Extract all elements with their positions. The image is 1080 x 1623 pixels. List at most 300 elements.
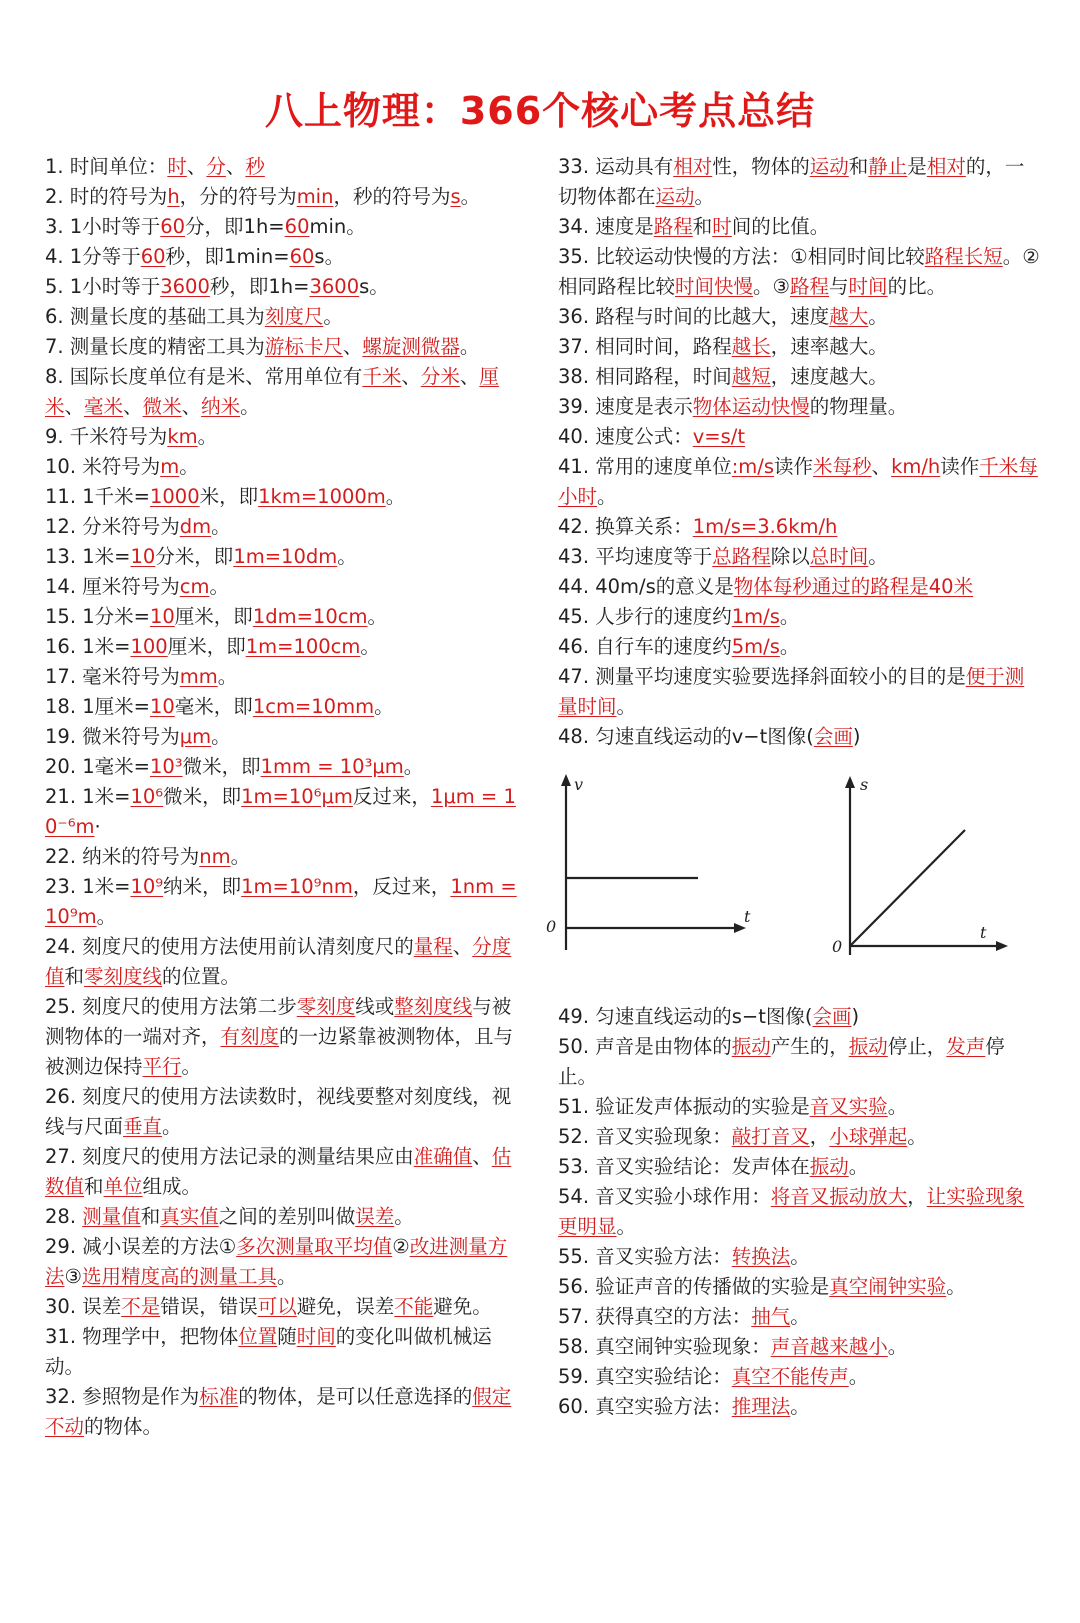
answer-text: 10	[130, 545, 156, 568]
st-graph	[810, 770, 1020, 970]
answer-text: 毫米	[84, 395, 124, 418]
point-text: 、	[401, 365, 421, 388]
answer-text: 振动	[809, 1155, 849, 1178]
point-text: s。	[314, 245, 345, 268]
knowledge-point	[45, 152, 525, 182]
point-text: 。	[367, 605, 387, 628]
right-items-before-graph	[558, 152, 1040, 752]
knowledge-point	[45, 482, 525, 512]
point-text: 纳米，即	[163, 875, 242, 898]
point-text: 。	[694, 185, 715, 208]
point-text: 50. 声音是由物体的	[558, 1035, 732, 1058]
point-text: 。	[848, 1155, 869, 1178]
point-text: 和	[848, 155, 869, 178]
point-text: 45. 人步行的速度约	[558, 605, 732, 628]
answer-text: 真空闹钟实验	[829, 1275, 947, 1298]
answer-text: 微米	[142, 395, 182, 418]
answer-text: 1m/s	[731, 605, 780, 628]
point-text: 与被测物体的一端对齐，	[45, 995, 512, 1048]
point-text: 避免，误差	[296, 1295, 395, 1318]
knowledge-point	[45, 182, 525, 212]
point-text: 、	[225, 155, 246, 178]
point-text: 5. 1小时等于	[45, 275, 161, 298]
point-text: 。	[360, 635, 380, 658]
point-text: 15. 1分米=	[45, 605, 150, 628]
vt-t-label: t	[744, 907, 751, 926]
knowledge-point	[45, 1082, 525, 1142]
point-text: 。	[616, 1215, 637, 1238]
point-text: 。	[868, 305, 888, 328]
point-text: 停止，	[887, 1035, 947, 1058]
answer-text: 推理法	[731, 1395, 791, 1418]
point-text: 停止。	[558, 1035, 1005, 1088]
point-text: 56. 验证声音的传播做的实验是	[558, 1275, 830, 1298]
knowledge-point	[558, 722, 1040, 752]
knowledge-point	[558, 362, 1040, 392]
point-text: 。	[217, 665, 238, 688]
point-text: 、	[186, 155, 207, 178]
answer-text: 不能	[394, 1295, 434, 1318]
knowledge-point	[558, 572, 1040, 602]
answer-text: mm	[179, 665, 218, 688]
knowledge-point	[45, 512, 525, 542]
answer-text: 千米	[362, 365, 402, 388]
point-text: 1. 时间单位：	[45, 155, 168, 178]
point-text: )	[852, 725, 861, 748]
point-text: 12. 分米符号为	[45, 515, 180, 538]
point-text: 10. 米符号为	[45, 455, 161, 478]
point-text: 。	[230, 845, 251, 868]
answer-text: km/h	[891, 455, 941, 478]
answer-text: 音叉实验	[809, 1095, 888, 1118]
answer-text: 敲打音叉	[731, 1125, 810, 1148]
knowledge-point	[45, 1232, 525, 1292]
st-s-label: s	[860, 775, 869, 794]
point-text: 。	[277, 1265, 297, 1288]
point-text: 。	[790, 1245, 810, 1268]
point-text: 33. 运动具有	[558, 155, 674, 178]
point-text: 46. 自行车的速度约	[558, 635, 732, 658]
point-text: 。③	[753, 275, 791, 298]
point-text: 2. 时的符号为	[45, 185, 168, 208]
answer-text: 路程长短	[924, 245, 1003, 268]
knowledge-point	[45, 662, 525, 692]
answer-text: s	[450, 185, 461, 208]
st-y-arrow	[845, 776, 855, 788]
answer-text: 100	[130, 635, 168, 658]
answer-text: 真空不能传声	[731, 1365, 849, 1388]
point-text: 。	[337, 545, 357, 568]
knowledge-point	[45, 332, 525, 362]
point-text: 和	[84, 1175, 104, 1198]
point-text: 。	[887, 1095, 908, 1118]
point-text: s。	[359, 275, 389, 298]
knowledge-point	[558, 152, 1040, 212]
answer-text: 1m/s=3.6km/h	[692, 515, 838, 538]
knowledge-point	[558, 512, 1040, 542]
point-text: 和	[140, 1205, 161, 1228]
point-text: 。	[779, 605, 800, 628]
point-text: 。	[96, 905, 117, 928]
point-text: 。	[179, 455, 199, 478]
vt-v-label: v	[574, 775, 584, 794]
answer-text: 10³	[149, 755, 183, 778]
point-text: ，反过来，	[352, 875, 451, 898]
point-text: 、	[472, 1145, 492, 1168]
answer-text: 3600	[160, 275, 210, 298]
answer-text: 时	[712, 215, 732, 238]
answer-text: 游标卡尺	[264, 335, 343, 358]
point-text: 。	[597, 485, 617, 508]
point-text: 24. 刻度尺的使用方法使用前认清刻度尺的	[45, 935, 414, 958]
knowledge-point	[558, 392, 1040, 422]
point-text: 39. 速度是表示	[558, 395, 693, 418]
answer-text: dm	[179, 515, 212, 538]
answer-text: :m/s	[731, 455, 775, 478]
answer-text: 分米	[420, 365, 460, 388]
knowledge-point	[45, 362, 525, 422]
vt-graph	[546, 770, 768, 970]
point-text: ，秒的符号为	[333, 185, 451, 208]
answer-text: 60	[284, 215, 310, 238]
point-text: 毫米，即	[174, 695, 253, 718]
knowledge-point	[558, 1032, 1040, 1092]
st-graph-svg	[810, 770, 1020, 970]
answer-text: 10⁶	[130, 785, 164, 808]
point-text: 16. 1米=	[45, 635, 131, 658]
point-text: 的物体，是可以任意选择的	[238, 1385, 473, 1408]
answer-text: 1dm=10cm	[252, 605, 368, 628]
answer-text: 路程	[653, 215, 693, 238]
answer-text: 越大	[829, 305, 869, 328]
point-text: 58. 真空闹钟实验现象：	[558, 1335, 771, 1358]
st-x-arrow	[996, 941, 1008, 951]
vt-graph-svg	[546, 770, 768, 970]
point-text: 的一边紧靠被测物体，且与被测边保持	[45, 1025, 514, 1078]
answer-text: nm	[199, 845, 231, 868]
point-text: 。	[460, 185, 481, 208]
point-text: ，	[907, 1185, 927, 1208]
point-text: 。	[946, 1275, 966, 1298]
page-title: 八上物理：366个核心考点总结	[264, 89, 816, 133]
knowledge-point	[45, 422, 525, 452]
point-text: 是	[907, 155, 927, 178]
knowledge-point	[558, 452, 1040, 512]
point-text: 59. 真空实验结论：	[558, 1365, 732, 1388]
point-text: 分，即1h=	[185, 215, 285, 238]
answer-text: 60	[289, 245, 315, 268]
answer-text: h	[167, 185, 180, 208]
point-text: 54. 音叉实验小球作用：	[558, 1185, 771, 1208]
knowledge-point	[558, 1122, 1040, 1152]
point-text: 。	[868, 545, 888, 568]
answer-text: 总时间	[809, 545, 869, 568]
answer-text: 1cm=10mm	[252, 695, 375, 718]
answer-text: 会画	[812, 1005, 852, 1028]
answer-text: 60	[140, 245, 166, 268]
answer-text: 相对	[673, 155, 713, 178]
knowledge-point	[45, 572, 525, 602]
point-text: 和	[692, 215, 713, 238]
knowledge-point	[45, 212, 525, 242]
answer-text: 零刻度线	[84, 965, 163, 988]
point-text: 避免。	[433, 1295, 492, 1318]
motion-graphs	[546, 770, 1020, 980]
point-text: 。②相同路程比较	[558, 245, 1040, 298]
point-text: 23. 1米=	[45, 875, 131, 898]
point-text: 。	[887, 1335, 908, 1358]
answer-text: 3600	[309, 275, 360, 298]
knowledge-point	[558, 1092, 1040, 1122]
answer-text: min	[296, 185, 334, 208]
point-text: 43. 平均速度等于	[558, 545, 713, 568]
answer-text: 整刻度线	[394, 995, 473, 1018]
point-text: 的变化叫做机械运动。	[45, 1325, 492, 1378]
point-text: 、	[452, 935, 473, 958]
point-text: 除以	[770, 545, 810, 568]
point-text: ③	[64, 1265, 82, 1288]
answer-text: 不是	[121, 1295, 161, 1318]
point-text: 。	[211, 515, 231, 538]
point-text: 29. 减小误差的方法①	[45, 1235, 237, 1258]
point-text: 20. 1毫米=	[45, 755, 150, 778]
answer-text: 时	[167, 155, 187, 178]
right-column	[546, 152, 1040, 1422]
point-text: 51. 验证发声体振动的实验是	[558, 1095, 810, 1118]
answer-text: 测量值	[82, 1205, 141, 1228]
answer-text: 1m=10⁹nm	[241, 875, 353, 898]
answer-text: 真实值	[160, 1205, 219, 1228]
point-text: 错误，错误	[160, 1295, 258, 1318]
right-items-after-graph	[558, 1002, 1040, 1422]
point-text: 3. 1小时等于	[45, 215, 161, 238]
knowledge-point	[558, 422, 1040, 452]
point-text: 27. 刻度尺的使用方法记录的测量结果应由	[45, 1145, 414, 1168]
vt-y-arrow	[561, 774, 571, 786]
answer-text: 假定不动	[45, 1385, 512, 1438]
point-text: 。	[240, 395, 260, 418]
point-text: 的物体。	[84, 1415, 163, 1438]
point-text: 间的比值。	[731, 215, 830, 238]
point-text: 6. 测量长度的基础工具为	[45, 305, 265, 328]
answer-text: 将音叉振动放大	[770, 1185, 908, 1208]
knowledge-point	[45, 452, 525, 482]
knowledge-point	[45, 842, 525, 872]
answer-text: 静止	[868, 155, 908, 178]
point-text: 。	[848, 1365, 869, 1388]
knowledge-point	[558, 602, 1040, 632]
point-text: 。	[211, 725, 231, 748]
point-text: 读作	[774, 455, 814, 478]
answer-text: 改进测量方法	[45, 1235, 508, 1288]
knowledge-point	[558, 662, 1040, 722]
answer-text: 发声	[946, 1035, 986, 1058]
point-text: 、	[181, 395, 202, 418]
answer-text: 抽气	[751, 1305, 791, 1328]
answer-text: 米每秒	[813, 455, 872, 478]
answer-text: 纳米	[201, 395, 241, 418]
answer-text: 转换法	[731, 1245, 791, 1268]
answer-text: 相对	[926, 155, 966, 178]
knowledge-point	[558, 1302, 1040, 1332]
knowledge-point	[45, 692, 525, 722]
point-text: 22. 纳米的符号为	[45, 845, 200, 868]
point-text: 37. 相同时间，路程	[558, 335, 732, 358]
answer-text: 误差	[355, 1205, 395, 1228]
answer-text: 物体每秒通过的路程是40米	[733, 575, 974, 598]
knowledge-point	[558, 1392, 1040, 1422]
knowledge-point	[45, 872, 525, 932]
point-text: 、	[342, 335, 363, 358]
point-text: ，分的符号为	[179, 185, 297, 208]
answer-text: 1km=1000m	[258, 485, 386, 508]
answer-text: 厘米	[45, 365, 499, 418]
knowledge-point	[45, 542, 525, 572]
point-text: 之间的差别叫做	[218, 1205, 356, 1228]
answer-text: 运动	[655, 185, 695, 208]
vt-origin-label: 0	[546, 917, 557, 936]
point-text: 。	[790, 1395, 810, 1418]
knowledge-point	[45, 752, 525, 782]
answer-text: 1m=100cm	[245, 635, 361, 658]
answer-text: 刻度尺	[264, 305, 324, 328]
point-text: 49. 匀速直线运动的s−t图像(	[558, 1005, 813, 1028]
answer-text: 5m/s	[731, 635, 780, 658]
knowledge-point	[45, 632, 525, 662]
point-text: 41. 常用的速度单位	[558, 455, 732, 478]
point-text: 38. 相同路程，时间	[558, 365, 732, 388]
knowledge-point	[558, 332, 1040, 362]
knowledge-point	[558, 302, 1040, 332]
answer-text: 分度值	[45, 935, 512, 988]
knowledge-point	[558, 1182, 1040, 1242]
answer-text: 10	[149, 695, 175, 718]
answer-text: 1nm = 10⁹m	[45, 875, 517, 928]
knowledge-point	[558, 1242, 1040, 1272]
point-text: 厘米，即	[174, 605, 253, 628]
answer-text: 选用精度高的测量工具	[82, 1265, 278, 1288]
left-column	[45, 152, 525, 1442]
point-text: 的物理量。	[809, 395, 908, 418]
point-text: 60. 真空实验方法：	[558, 1395, 732, 1418]
point-text: 与	[829, 275, 849, 298]
answer-text: 物体运动快慢	[692, 395, 810, 418]
point-text: 线或	[355, 995, 395, 1018]
knowledge-point	[558, 1272, 1040, 1302]
point-text: 44. 40m/s的意义是	[558, 575, 734, 598]
point-text: 11. 1千米=	[45, 485, 150, 508]
point-text: 分米，即	[155, 545, 234, 568]
point-text: min。	[309, 215, 366, 238]
point-text: ·	[94, 815, 101, 838]
knowledge-point	[45, 602, 525, 632]
point-text: 的，一切物体都在	[558, 155, 1025, 208]
answer-text: 1μm = 10⁻⁶m	[45, 785, 516, 838]
answer-text: 振动	[848, 1035, 888, 1058]
answer-text: 1mm = 10³μm	[260, 755, 404, 778]
answer-text: 分	[206, 155, 226, 178]
answer-text: 位置	[238, 1325, 278, 1348]
point-text: 。	[616, 695, 637, 718]
answer-text: μm	[179, 725, 212, 748]
knowledge-point	[45, 932, 525, 992]
point-text: 14. 厘米符号为	[45, 575, 180, 598]
point-text: 。	[403, 755, 424, 778]
answer-text: 估数值	[45, 1145, 512, 1198]
answer-text: 有刻度	[220, 1025, 280, 1048]
answer-text: v=s/t	[692, 425, 745, 448]
st-t-label: t	[980, 923, 987, 942]
answer-text: km	[167, 425, 198, 448]
point-text: 13. 1米=	[45, 545, 131, 568]
answer-text: 平行	[142, 1055, 182, 1078]
st-line	[850, 830, 965, 946]
answer-text: 时间快慢	[675, 275, 754, 298]
point-text: 34. 速度是	[558, 215, 654, 238]
knowledge-point	[45, 722, 525, 752]
knowledge-point	[45, 272, 525, 302]
answer-text: 1000	[149, 485, 200, 508]
answer-text: 声音越来越小	[770, 1335, 888, 1358]
knowledge-point	[45, 302, 525, 332]
answer-text: 秒	[245, 155, 265, 178]
knowledge-point	[558, 242, 1040, 302]
point-text: ，	[809, 1125, 830, 1148]
answer-text: 运动	[809, 155, 849, 178]
point-text: 53. 音叉实验结论：发声体在	[558, 1155, 810, 1178]
point-text: 57. 获得真空的方法：	[558, 1305, 752, 1328]
point-text: 35. 比较运动快慢的方法：①相同时间比较	[558, 245, 925, 268]
point-text: 厘米，即	[167, 635, 246, 658]
answer-text: 多次测量取平均值	[236, 1235, 393, 1258]
answer-text: 1m=10dm	[233, 545, 338, 568]
point-text: 。	[779, 635, 800, 658]
point-text: 读作	[940, 455, 980, 478]
answer-text: 时间	[296, 1325, 336, 1348]
knowledge-point	[45, 1382, 525, 1442]
point-text: 28.	[45, 1205, 83, 1228]
knowledge-point	[558, 632, 1040, 662]
knowledge-point	[558, 1332, 1040, 1362]
answer-text: 10	[149, 605, 175, 628]
point-text: 、	[64, 395, 85, 418]
point-text: 产生的，	[770, 1035, 849, 1058]
point-text: 26. 刻度尺的使用方法读数时，视线要整对刻度线，视线与尺面	[45, 1085, 512, 1138]
point-text: 、	[459, 365, 480, 388]
point-text: 55. 音叉实验方法：	[558, 1245, 732, 1268]
point-text: 。	[394, 1205, 414, 1228]
answer-text: 量程	[413, 935, 453, 958]
point-text: 。	[907, 1125, 927, 1148]
point-text: 25. 刻度尺的使用方法第二步	[45, 995, 297, 1018]
point-text: ，速度越大。	[770, 365, 888, 388]
point-text: 47. 测量平均速度实验要选择斜面较小的目的是	[558, 665, 966, 688]
knowledge-point	[558, 212, 1040, 242]
point-text: 、	[871, 455, 892, 478]
point-text: 30. 误差	[45, 1295, 122, 1318]
point-text: 。	[209, 575, 229, 598]
point-text: 反过来，	[352, 785, 431, 808]
point-text: 8. 国际长度单位有是米、常用单位有	[45, 365, 363, 388]
point-text: 4. 1分等于	[45, 245, 141, 268]
answer-text: m	[160, 455, 180, 478]
answer-text: 小球弹起	[829, 1125, 908, 1148]
point-text: 微米，即	[182, 755, 261, 778]
point-text: 微米，即	[163, 785, 242, 808]
knowledge-point	[45, 1142, 525, 1202]
knowledge-point	[558, 542, 1040, 572]
point-text: 21. 1米=	[45, 785, 131, 808]
